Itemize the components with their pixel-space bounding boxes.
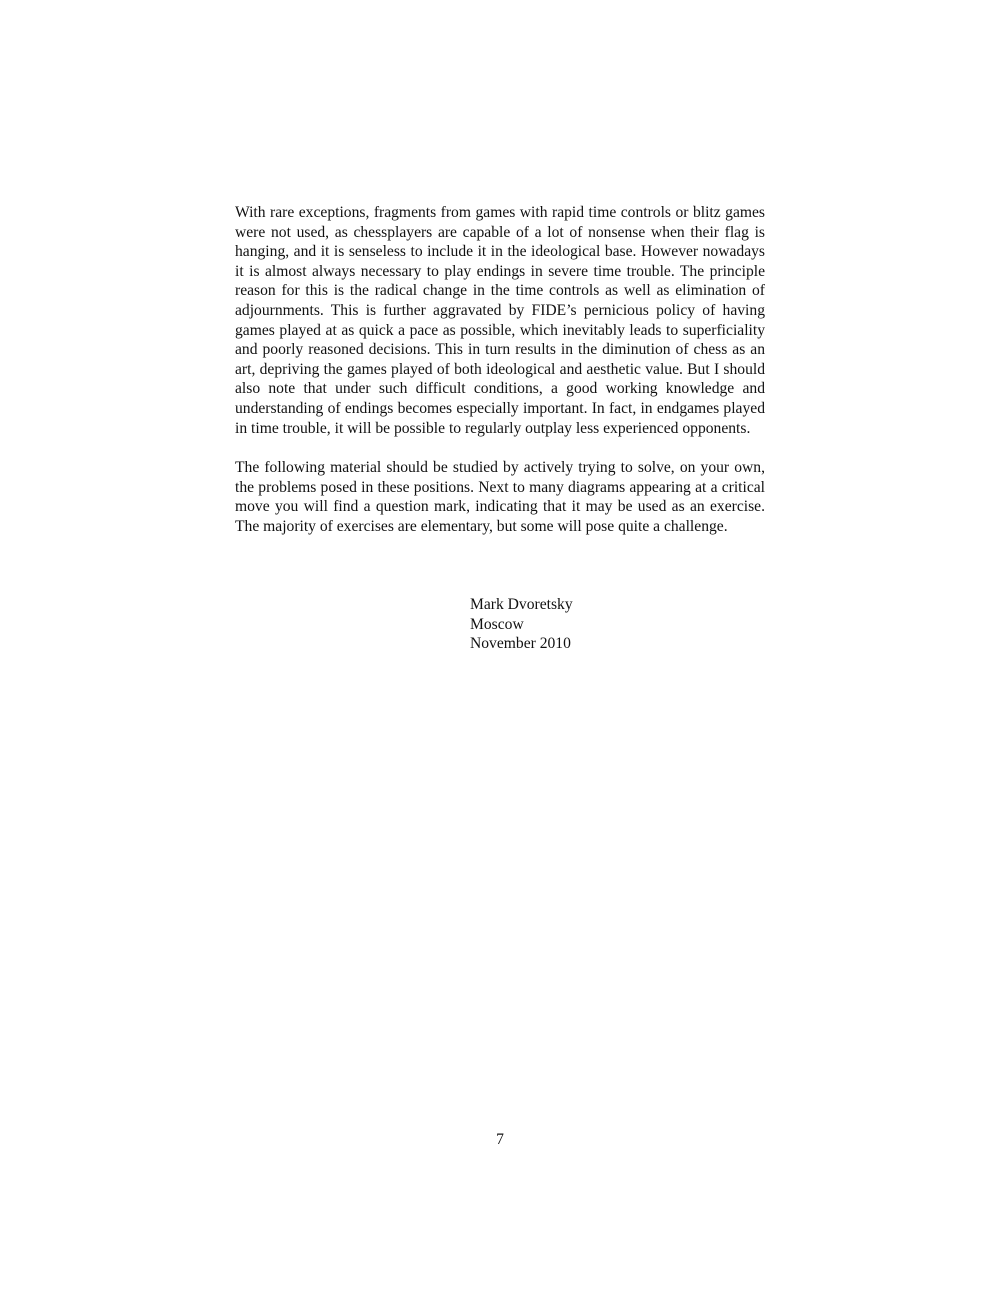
- author-name: Mark Dvoretsky: [470, 596, 573, 613]
- body-text: [235, 203, 765, 557]
- page-number: 7: [496, 1131, 504, 1148]
- author-place: Moscow: [470, 615, 524, 633]
- signature-date: November 2010: [470, 635, 571, 653]
- signature-block: [470, 595, 573, 654]
- paragraph-time-controls: With rare exceptions, fragments from games with rapid time controls or blitz games were not used, as chessplayers are capable of a lot of nonsense when their flag is hanging, and it is senseless to include it in the ideological base. However nowadays it is almost always necessary to play endings in severe time trouble. The principle reason for this is the radical change in the time controls as well as elimination of adjournments. This is further aggravated by FIDE’s pernicious policy of having games played at as quick a pace as possible, which inevitably leads to superficiality and poorly reasoned decisions. This in turn results in the diminution of chess as an art, depriving the games played of both ideological and aesthetic value. But I should also note that under such difficult conditions, a good working knowledge and understanding of endings becomes especially important. In fact, in endgames played in time trouble, it will be possible to regularly outplay less experienced opponents.: [235, 204, 765, 437]
- paragraph-exercises: The following material should be studied by actively trying to solve, on your own, the problems posed in these positions. Next to many diagrams appearing at a critical move you will find a question mark, indicating that it may be used as an exercise. The majority of exercises are elementary, but some will pose quite a challenge.: [235, 459, 765, 535]
